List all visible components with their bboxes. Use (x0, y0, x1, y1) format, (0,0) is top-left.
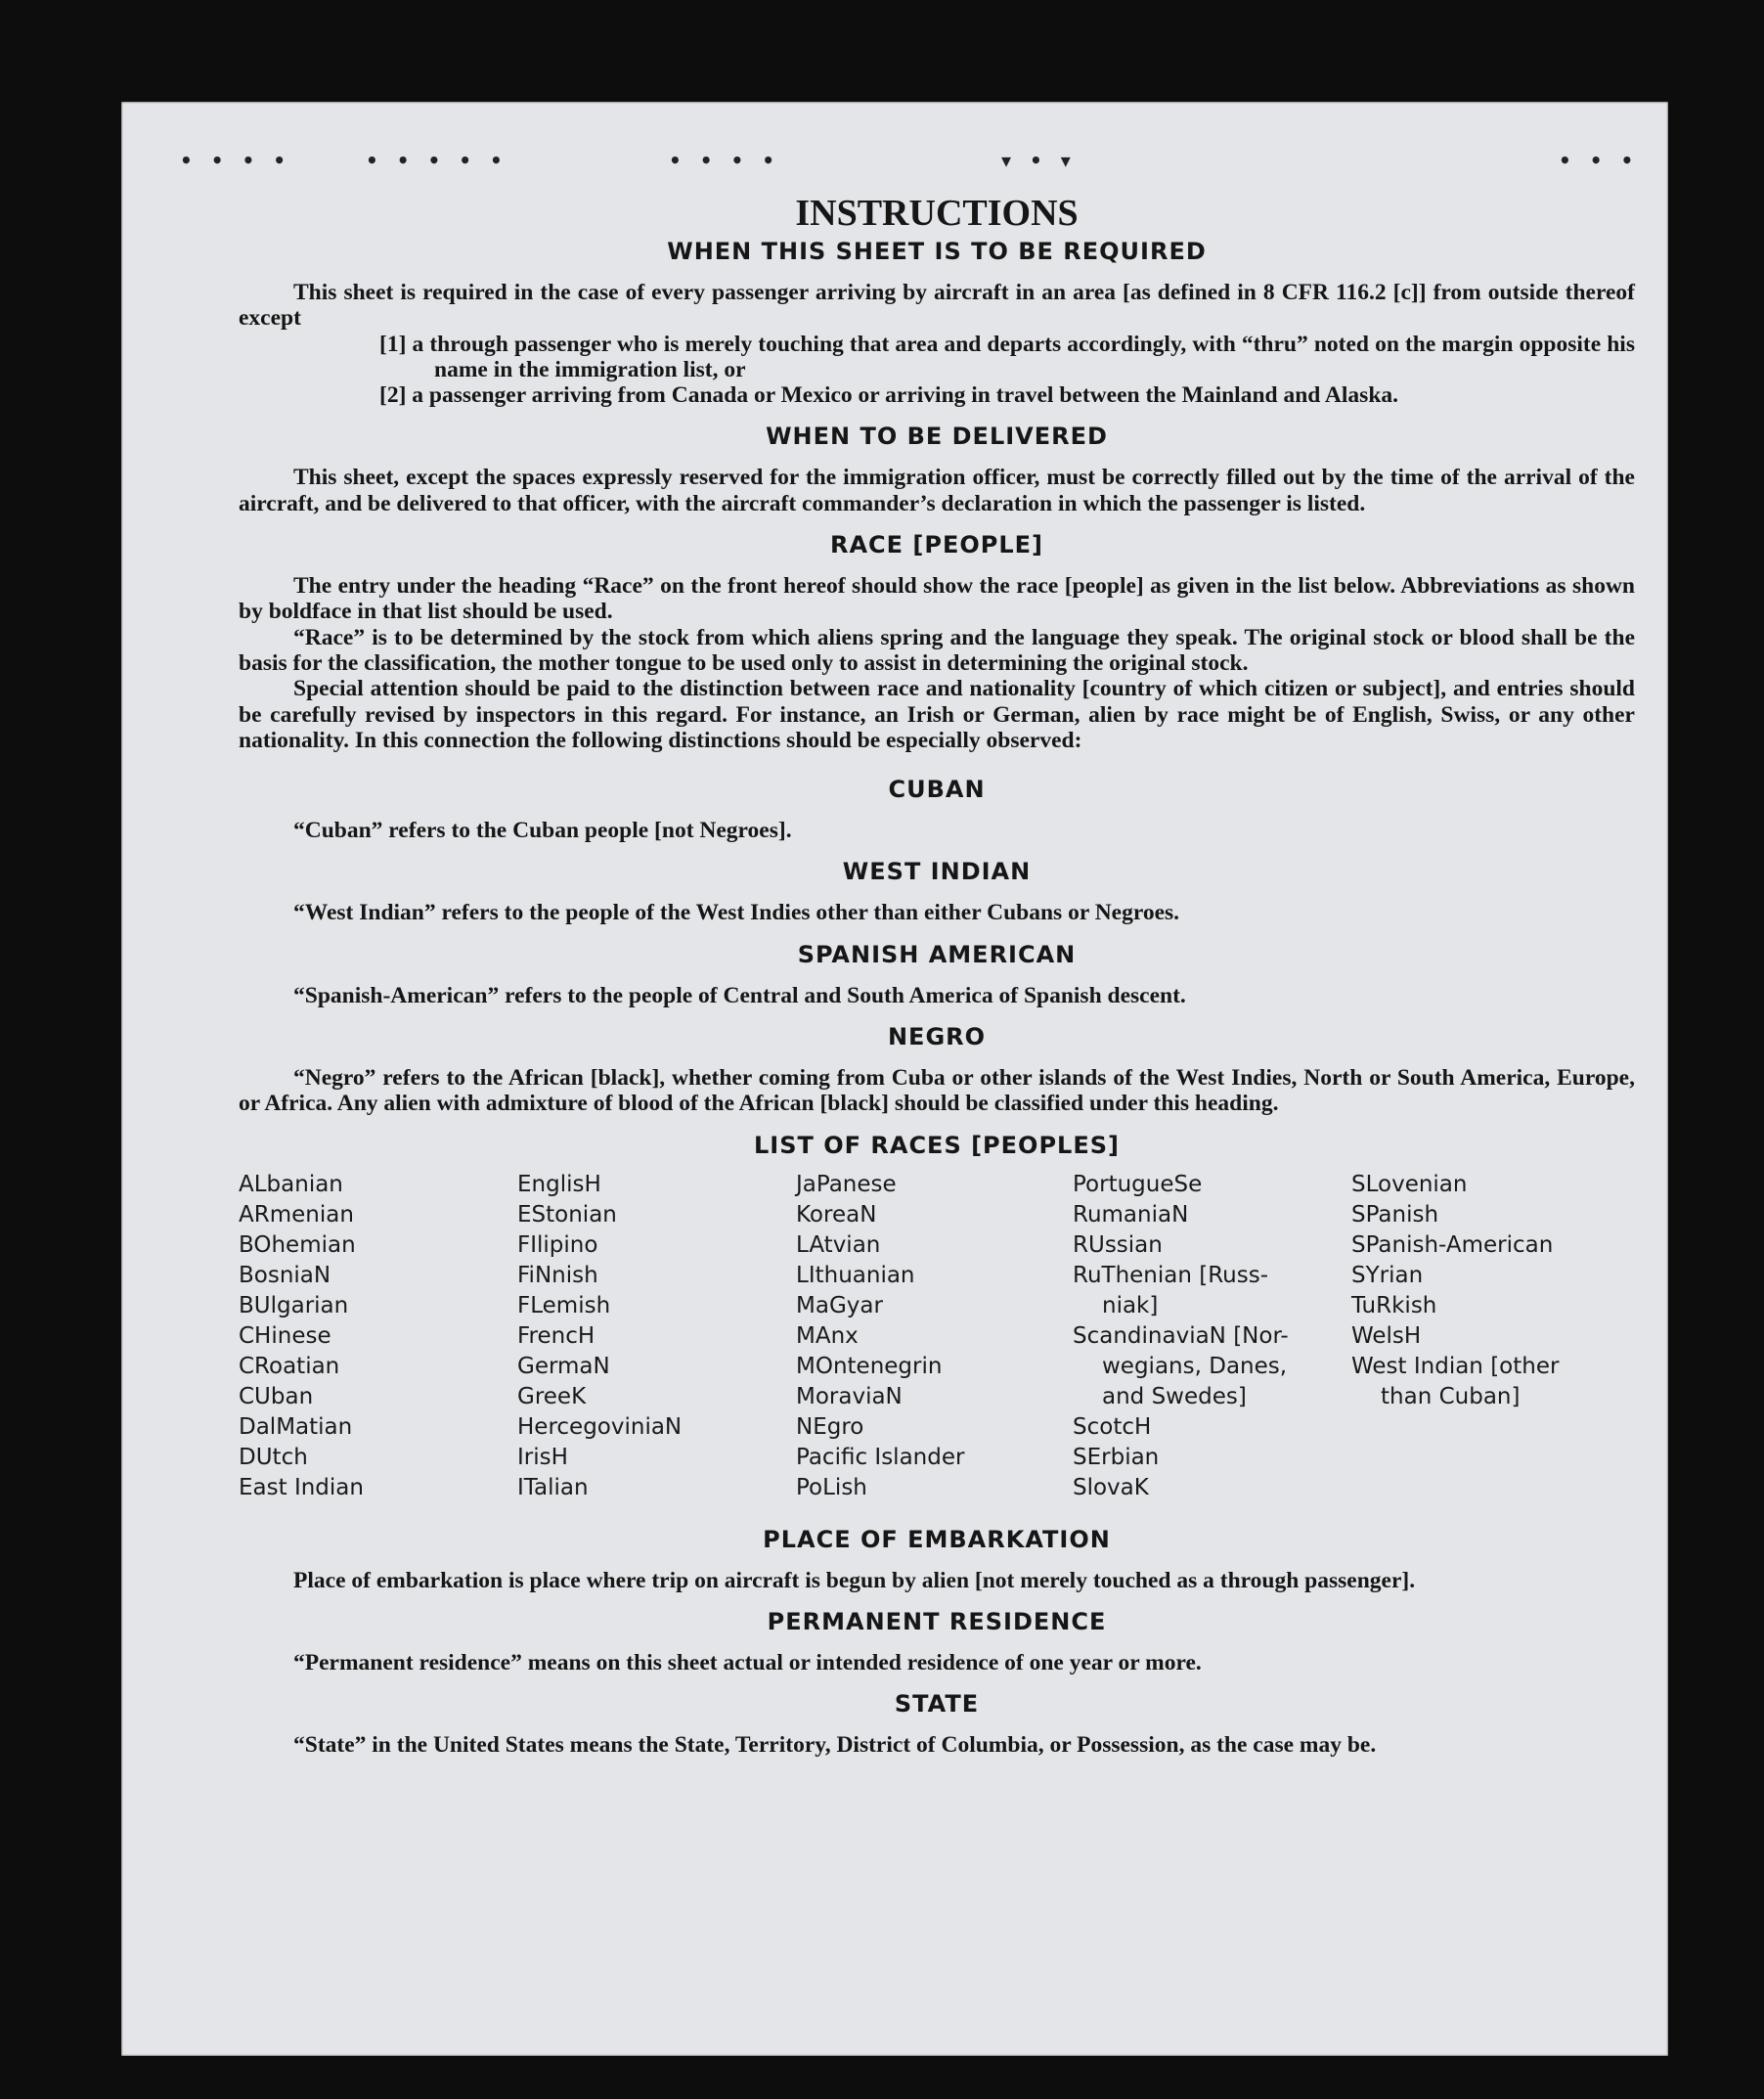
heading-place-of-embarkation: PLACE OF EMBARKATION (763, 1525, 1111, 1553)
race-item-continued: wegians, Danes, (1102, 1353, 1288, 1379)
heading-west-indian: WEST INDIAN (842, 858, 1032, 886)
race-item: SPanish (1351, 1201, 1439, 1228)
race-item: CHinese (239, 1322, 331, 1349)
race-item: RumaniaN (1073, 1201, 1189, 1228)
race-item: SlovaK (1073, 1474, 1149, 1500)
race-column-1 (239, 1170, 517, 1503)
required-item-1: [1] a through passenger who is merely touching that area and departs accordingly, with “thru” noted on the margin opposite his name in the immigration list, or (379, 331, 1635, 382)
heading-race: RACE [PEOPLE] (829, 531, 1044, 559)
race-item: SLovenian (1351, 1171, 1468, 1197)
race-column-2 (517, 1170, 796, 1503)
document-page (121, 102, 1668, 2056)
heading-when-delivered: WHEN TO BE DELIVERED (766, 423, 1108, 451)
race-item: DUtch (239, 1444, 308, 1470)
race-item: FiNnish (517, 1262, 598, 1288)
race-item: MaGyar (796, 1292, 883, 1318)
race-list (239, 1170, 1635, 1503)
race-item: EStonian (517, 1201, 617, 1228)
heading-negro: NEGRO (887, 1023, 987, 1051)
race-item: Pacific Islander (796, 1444, 965, 1470)
race-item: MoraviaN (796, 1383, 903, 1409)
race-item: PortugueSe (1073, 1171, 1203, 1197)
race-item: BosniaN (239, 1262, 331, 1288)
race-item: LAtvian (796, 1231, 881, 1258)
race-item: IrisH (517, 1444, 568, 1470)
delivered-text: This sheet, except the spaces expressly reserved for the immigration officer, must be correctly filled out by the time of the arrival of the aircraft, and be delivered to that officer, with the aircraft commander’s declaration in which the passenger is listed. (239, 465, 1635, 516)
negro-text: “Negro” refers to the African [black], whether coming from Cuba or other islands of the West Indies, North or South America, Europe, or Africa. Any alien with admixture of blood of the African [black] should be classified under this heading. (239, 1065, 1635, 1117)
heading-permanent-residence: PERMANENT RESIDENCE (767, 1607, 1107, 1635)
race-item: ScandinaviaN [Nor- (1073, 1322, 1289, 1349)
heading-spanish-american: SPANISH AMERICAN (797, 940, 1077, 968)
cuban-text: “Cuban” refers to the Cuban people [not Negroes]. (293, 818, 792, 844)
race-item: SYrian (1351, 1262, 1424, 1288)
state-text: “State” in the United States means the State, Territory, District of Columbia, or Possession, as the case may be. (293, 1732, 1377, 1759)
race-item: MAnx (796, 1322, 859, 1349)
race-item: NEgro (796, 1413, 864, 1440)
race-item: ARmenian (239, 1201, 354, 1228)
speck-marks: • • • (1559, 149, 1640, 172)
speck-marks: • • • • (180, 149, 292, 172)
race-item: CUban (239, 1383, 314, 1409)
race-item: GermaN (517, 1353, 610, 1379)
race-item-continued: niak] (1102, 1292, 1159, 1318)
race-item: TuRkish (1351, 1292, 1437, 1318)
race-column-4 (1073, 1170, 1351, 1503)
race-item: West Indian [other (1351, 1353, 1560, 1379)
race-item: FrencH (517, 1322, 595, 1349)
race-item: BOhemian (239, 1231, 356, 1258)
page-title: INSTRUCTIONS (795, 193, 1079, 234)
race-item: RuThenian [Russ- (1073, 1262, 1269, 1288)
race-item: ALbanian (239, 1171, 343, 1197)
race-item: JaPanese (796, 1171, 897, 1197)
heading-list-of-races: LIST OF RACES [PEOPLES] (754, 1131, 1120, 1159)
race-item: WelsH (1351, 1322, 1422, 1349)
document-body (239, 190, 1635, 1759)
race-item: SPanish-American (1351, 1231, 1554, 1258)
race-item: RUssian (1073, 1231, 1163, 1258)
race-item: SErbian (1073, 1444, 1160, 1470)
race-item: HercegoviniaN (517, 1413, 683, 1440)
race-item: EnglisH (517, 1171, 601, 1197)
embarkation-text: Place of embarkation is place where trip on aircraft is begun by alien [not merely touched as a through passenger]. (293, 1567, 1416, 1593)
required-intro: This sheet is required in the case of every passenger arriving by aircraft in an area [as defined in 8 CFR 116.2 [c]] from outside thereof except (239, 280, 1635, 332)
punch-marks (121, 149, 1668, 172)
race-item: ITalian (517, 1474, 589, 1500)
speck-marks: • • • • (669, 149, 781, 172)
race-item: GreeK (517, 1383, 587, 1409)
race-item: FIlipino (517, 1231, 598, 1258)
race-item: PoLish (796, 1474, 867, 1500)
required-item-2: [2] a passenger arriving from Canada or Mexico or arriving in travel between the Mainland and Alaska. (379, 382, 1399, 409)
race-item: MOntenegrin (796, 1353, 943, 1379)
race-column-5 (1351, 1170, 1635, 1503)
residence-text: “Permanent residence” means on this sheet actual or intended residence of one year or more. (293, 1649, 1202, 1675)
west-indian-text: “West Indian” refers to the people of the West Indies other than either Cubans or Negroes. (293, 900, 1180, 926)
race-item-continued: and Swedes] (1102, 1383, 1247, 1409)
speck-marks: • • • • • (366, 149, 508, 172)
race-item: BUlgarian (239, 1292, 349, 1318)
heading-cuban: CUBAN (888, 776, 986, 804)
race-paragraph-3: Special attention should be paid to the distinction between race and nationality [country of which citizen or subject], and entries should be carefully revised by inspectors in this regard. For instance, an Irish or German, alien by race might be of English, Swiss, or any other nationality. In this connection the following distinctions should be especially observed: (239, 676, 1635, 753)
race-item: DalMatian (239, 1413, 353, 1440)
speck-marks: ▾ • ▾ (1001, 149, 1077, 172)
heading-state: STATE (894, 1690, 980, 1719)
race-item: CRoatian (239, 1353, 340, 1379)
heading-when-required: WHEN THIS SHEET IS TO BE REQUIRED (667, 238, 1207, 265)
race-item: LIthuanian (796, 1262, 915, 1288)
race-column-3 (796, 1170, 1073, 1503)
race-item-continued: than Cuban] (1381, 1383, 1521, 1409)
spanish-american-text: “Spanish-American” refers to the people of Central and South America of Spanish descent. (293, 982, 1186, 1008)
race-item: ScotcH (1073, 1413, 1152, 1440)
race-paragraph-2: “Race” is to be determined by the stock from which aliens spring and the language they speak. The original stock or blood shall be the basis for the classification, the mother tongue to be used only to assist in determining the original stock. (239, 624, 1635, 676)
race-item: KoreaN (796, 1201, 877, 1228)
race-item: FLemish (517, 1292, 611, 1318)
race-item: East Indian (239, 1474, 364, 1500)
race-paragraph-1: The entry under the heading “Race” on the front hereof should show the race [people] as given in the list below. Abbreviations as shown by boldface in that list should be used. (239, 573, 1635, 625)
